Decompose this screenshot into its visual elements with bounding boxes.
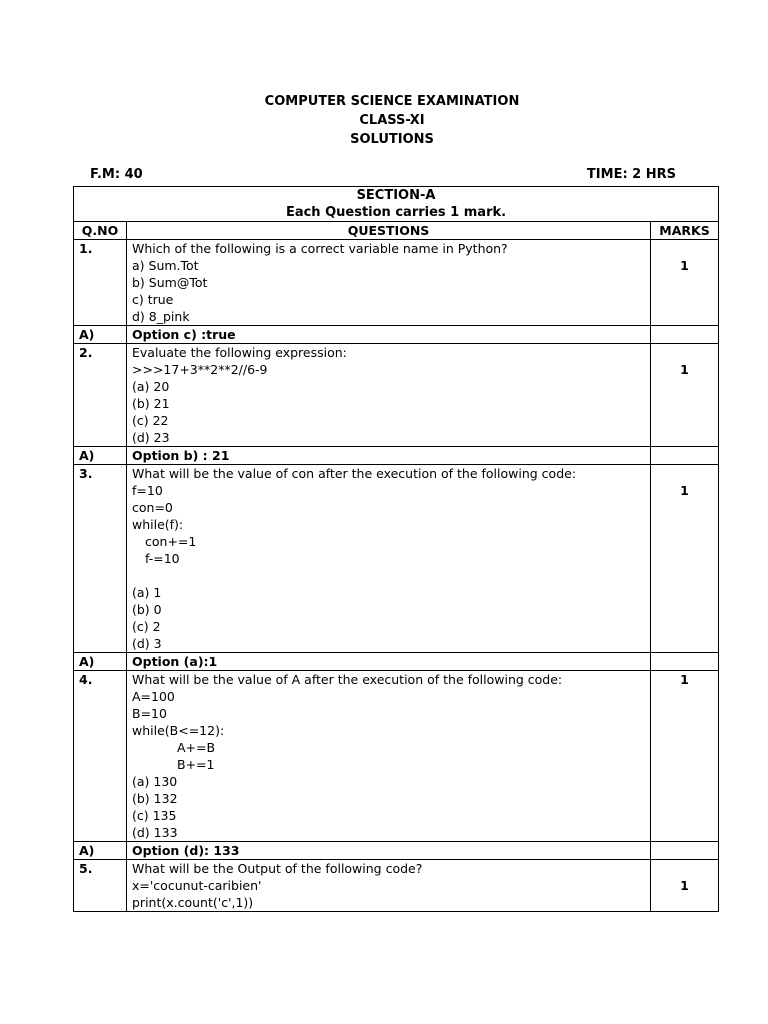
answer-row — [74, 842, 719, 860]
question-option: (d) 3 — [132, 636, 162, 651]
question-option: (a) 130 — [132, 774, 178, 789]
question-number: 1. — [74, 240, 127, 326]
question-row — [74, 465, 719, 653]
question-line: What will be the Output of the following code? — [132, 861, 423, 876]
code-line: con=0 — [132, 500, 173, 515]
answer-text: Option (d): 133 — [127, 842, 651, 860]
question-option: (b) 0 — [132, 602, 162, 617]
question-option: c) true — [132, 292, 174, 307]
question-text — [127, 344, 651, 447]
code-line: while(f): — [132, 517, 184, 532]
question-line: What will be the value of A after the execution of the following code: — [132, 672, 563, 687]
answer-label: A) — [74, 447, 127, 465]
full-marks: F.M: 40 — [90, 167, 143, 182]
question-option: (d) 23 — [132, 430, 170, 445]
answer-text: Option (a):1 — [127, 653, 651, 671]
question-marks: 1 — [651, 465, 719, 653]
question-number: 4. — [74, 671, 127, 842]
question-text — [127, 671, 651, 842]
question-marks: 1 — [651, 860, 719, 912]
question-text — [127, 240, 651, 326]
question-number: 5. — [74, 860, 127, 912]
questions-table — [73, 186, 719, 912]
question-line: Evaluate the following expression: — [132, 345, 347, 360]
question-number: 2. — [74, 344, 127, 447]
question-option: (b) 21 — [132, 396, 170, 411]
question-marks: 1 — [651, 671, 719, 842]
code-line: con+=1 — [145, 534, 197, 549]
code-line: B=10 — [132, 706, 167, 721]
question-option: (c) 22 — [132, 413, 169, 428]
question-option: a) Sum.Tot — [132, 258, 199, 273]
question-row — [74, 860, 719, 912]
question-marks: 1 — [651, 344, 719, 447]
code-line: x='cocunut-caribien' — [132, 878, 262, 893]
code-line: B+=1 — [177, 757, 215, 772]
question-line: What will be the value of con after the execution of the following code: — [132, 466, 577, 481]
question-number: 3. — [74, 465, 127, 653]
answer-marks-cell — [651, 326, 719, 344]
answer-marks-cell — [651, 842, 719, 860]
question-option: (a) 1 — [132, 585, 162, 600]
answer-label: A) — [74, 842, 127, 860]
section-header-row — [74, 187, 719, 222]
answer-text: Option c) :true — [127, 326, 651, 344]
answer-row — [74, 326, 719, 344]
code-line: while(B<=12): — [132, 723, 225, 738]
question-marks: 1 — [651, 240, 719, 326]
question-option: (d) 133 — [132, 825, 178, 840]
question-line: >>>17+3**2**2//6-9 — [132, 362, 268, 377]
answer-row — [74, 653, 719, 671]
question-text — [127, 860, 651, 912]
column-header-qno: Q.NO — [74, 222, 127, 240]
column-header-questions: QUESTIONS — [127, 222, 651, 240]
answer-label: A) — [74, 326, 127, 344]
code-line: A=100 — [132, 689, 175, 704]
exam-class: CLASS-XI — [359, 113, 425, 128]
exam-header — [0, 92, 768, 149]
answer-text: Option b) : 21 — [127, 447, 651, 465]
question-option: b) Sum@Tot — [132, 275, 208, 290]
exam-meta-row — [90, 167, 676, 182]
exam-time: TIME: 2 HRS — [586, 167, 676, 182]
question-row — [74, 240, 719, 326]
code-line: f-=10 — [145, 551, 180, 566]
code-line: A+=B — [177, 740, 216, 755]
question-line: Which of the following is a correct variable name in Python? — [132, 241, 508, 256]
section-subtitle: Each Question carries 1 mark. — [285, 205, 507, 220]
column-header-marks: MARKS — [651, 222, 719, 240]
exam-title: COMPUTER SCIENCE EXAMINATION — [264, 94, 520, 109]
blank-line — [132, 567, 645, 584]
question-option: (b) 132 — [132, 791, 178, 806]
answer-label: A) — [74, 653, 127, 671]
answer-row — [74, 447, 719, 465]
column-header-row — [74, 222, 719, 240]
answer-marks-cell — [651, 653, 719, 671]
question-row — [74, 671, 719, 842]
question-option: d) 8_pink — [132, 309, 190, 324]
question-option: (c) 135 — [132, 808, 177, 823]
code-line: print(x.count('c',1)) — [132, 895, 254, 910]
exam-subtitle: SOLUTIONS — [350, 132, 434, 147]
question-option: (c) 2 — [132, 619, 161, 634]
question-text — [127, 465, 651, 653]
code-line: f=10 — [132, 483, 163, 498]
question-option: (a) 20 — [132, 379, 170, 394]
section-title: SECTION-A — [356, 188, 436, 203]
question-row — [74, 344, 719, 447]
answer-marks-cell — [651, 447, 719, 465]
